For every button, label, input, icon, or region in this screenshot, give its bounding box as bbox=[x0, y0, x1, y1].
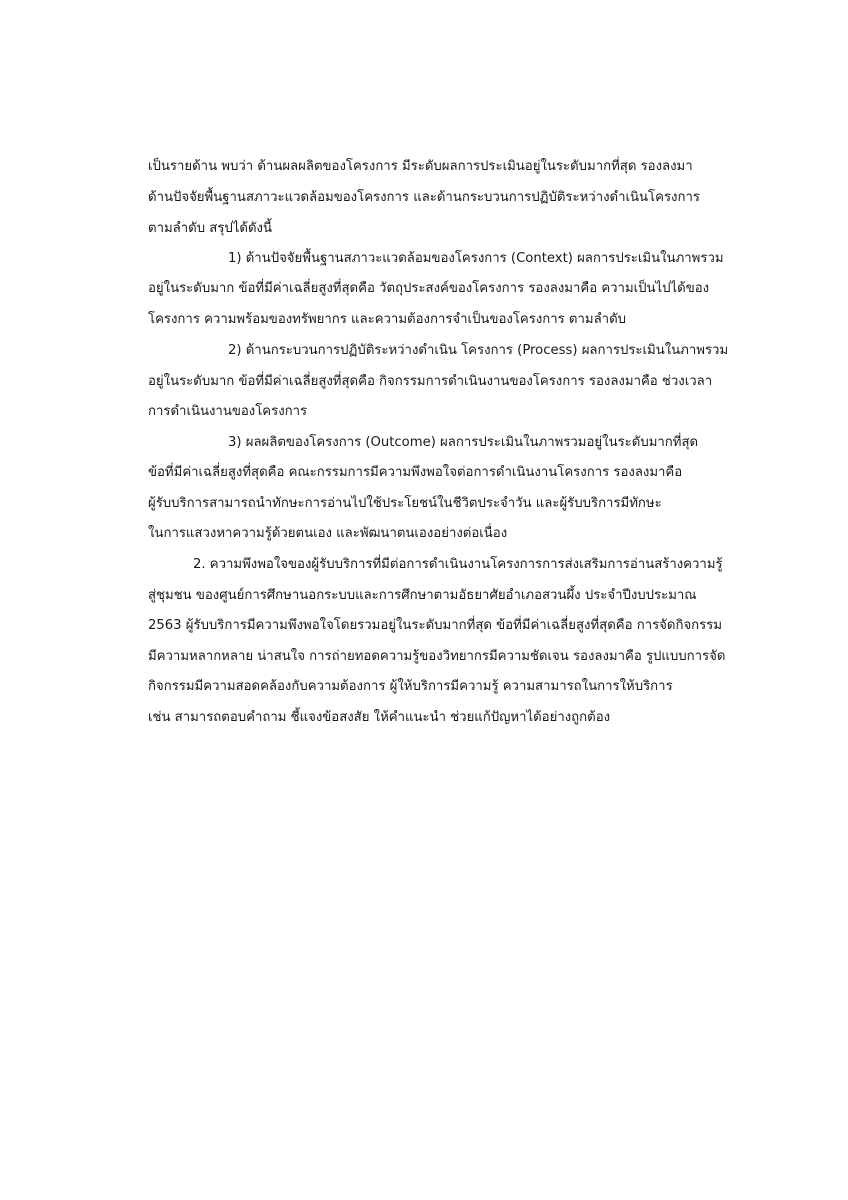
satisfaction-line-3: 2563 ผู้รับบริการมีความพึงพอใจโดยรวมอยู่ในระดับมากที่สุด ข้อที่มีค่าเฉลี่ยสูงที่สุดคือ การจัดกิจกรรม bbox=[148, 618, 723, 633]
context-line-3: โครงการ ความพร้อมของทรัพยากร และความต้องการจำเป็นของโครงการ ตามลำดับ bbox=[148, 312, 627, 327]
context-line-2: อยู่ในระดับมาก ข้อที่มีค่าเฉลี่ยสูงที่สุดคือ วัตถุประสงค์ของโครงการ รองลงมาคือ ความเป็นไปได้ของ bbox=[148, 281, 710, 296]
intro-line-1: เป็นรายด้าน พบว่า ด้านผลผลิตของโครงการ มีระดับผลการประเมินอยู่ในระดับมากที่สุด รองลงมา bbox=[148, 159, 693, 174]
satisfaction-line-6: เช่น สามารถตอบคำถาม ชี้แจงข้อสงสัย ให้คำแนะนำ ช่วยแก้ปัญหาได้อย่างถูกต้อง bbox=[148, 710, 611, 725]
context-line-1: 1) ด้านปัจจัยพื้นฐานสภาวะแวดล้อมของโครงการ (Context) ผลการประเมินในภาพรวม bbox=[228, 251, 724, 266]
process-line-2: อยู่ในระดับมาก ข้อที่มีค่าเฉลี่ยสูงที่สุดคือ กิจกรรมการดำเนินงานของโครงการ รองลงมาคือ ช่วงเวลา bbox=[148, 374, 713, 389]
outcome-line-2: ข้อที่มีค่าเฉลี่ยสูงที่สุดคือ คณะกรรมการมีความพึงพอใจต่อการดำเนินงานโครงการ รองลงมาคือ bbox=[148, 465, 683, 480]
satisfaction-line-2: สู่ชุมชน ของศูนย์การศึกษานอกระบบและการศึกษาตามอัธยาศัยอำเภอสวนผึ้ง ประจำปีงบประมาณ bbox=[148, 588, 697, 603]
satisfaction-line-4: มีความหลากหลาย น่าสนใจ การถ่ายทอดความรู้ของวิทยากรมีความชัดเจน รองลงมาคือ รูปแบบการจัด bbox=[148, 649, 726, 664]
intro-line-2: ด้านปัจจัยพื้นฐานสภาวะแวดล้อมของโครงการ และด้านกระบวนการปฏิบัติระหว่างดำเนินโครงการ bbox=[148, 190, 700, 205]
process-line-1: 2) ด้านกระบวนการปฏิบัติระหว่างดำเนิน โครงการ (Process) ผลการประเมินในภาพรวม bbox=[228, 343, 729, 358]
intro-line-3: ตามลำดับ สรุปได้ดังนี้ bbox=[148, 221, 272, 236]
outcome-line-3: ผู้รับบริการสามารถนำทักษะการอ่านไปใช้ประโยชน์ในชีวิตประจำวัน และผู้รับบริการมีทักษะ bbox=[148, 496, 662, 511]
outcome-line-4: ในการแสวงหาความรู้ด้วยตนเอง และพัฒนาตนเองอย่างต่อเนื่อง bbox=[148, 526, 508, 541]
outcome-line-1: 3) ผลผลิตของโครงการ (Outcome) ผลการประเมินในภาพรวมอยู่ในระดับมากที่สุด bbox=[228, 435, 699, 450]
satisfaction-line-1: 2. ความพึงพอใจของผู้รับบริการที่มีต่อการดำเนินงานโครงการการส่งเสริมการอ่านสร้างความรู้ bbox=[193, 557, 723, 572]
satisfaction-line-5: กิจกรรมมีความสอดคล้องกับความต้องการ ผู้ให้บริการมีความรู้ ความสามารถในการให้บริการ bbox=[148, 679, 673, 694]
process-line-3: การดำเนินงานของโครงการ bbox=[148, 404, 308, 419]
